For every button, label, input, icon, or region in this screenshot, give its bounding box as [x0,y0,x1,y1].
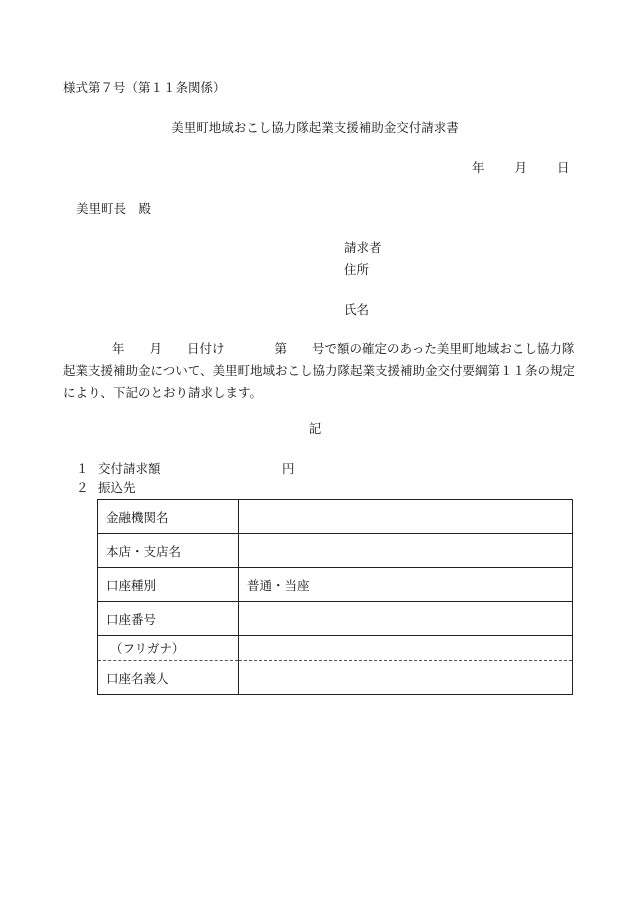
account-type-label: 口座種別 [98,568,239,602]
furigana-value [239,636,573,661]
table-row [98,500,573,534]
furigana-label: （フリガナ） [98,636,239,661]
account-number-value [239,602,573,636]
form-number: 様式第７号（第１１条関係） [63,80,226,95]
body-line-2: 起業支援補助金について、美里町地域おこし協力隊起業支援補助金交付要綱第１１条の規定 [63,363,576,378]
item-2-label: 振込先 [98,480,136,495]
account-holder-label: 口座名義人 [98,661,239,695]
item-1-label: 交付請求額 [98,461,161,476]
branch-name-label: 本店・支店名 [98,534,239,568]
table-row [98,636,573,661]
branch-name-value [239,534,573,568]
table-row [98,661,573,695]
claimant-address-label: 住所 [344,262,370,277]
account-type-value: 普通・当座 [239,568,573,602]
body-line-3: により、下記のとおり請求します。 [63,385,263,400]
account-holder-value [239,661,573,695]
date-day-label: 日 [556,160,570,175]
document-title: 美里町地域おこし協力隊起業支援補助金交付請求書 [171,120,459,135]
claimant-label: 請求者 [344,240,382,255]
table-row [98,602,573,636]
table-row [98,534,573,568]
date-year-label: 年 [472,160,485,175]
claimant-name-label: 氏名 [344,302,370,317]
ki-heading: 記 [308,421,322,436]
date-month-label: 月 [514,160,527,175]
bank-name-value [239,500,573,534]
table-row [98,568,573,602]
addressee: 美里町長 殿 [76,201,152,216]
item-1-unit: 円 [282,461,295,476]
date-line [472,160,569,176]
body-line-1: 年 月 日付け 第 号で額の確定のあった美里町地域おこし協力隊 [112,341,575,356]
item-2-number: ２ [76,480,89,495]
item-1-number: １ [76,461,89,476]
bank-name-label: 金融機関名 [98,500,239,534]
bank-account-table [97,499,573,695]
account-number-label: 口座番号 [98,602,239,636]
